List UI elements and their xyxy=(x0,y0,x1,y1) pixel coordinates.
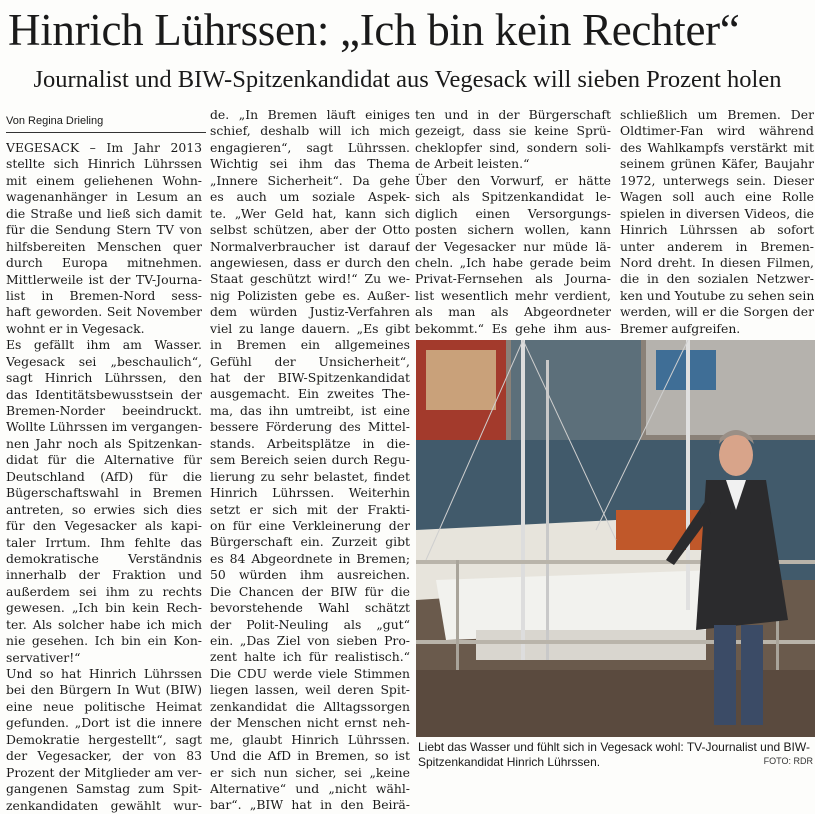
article-line: Alternative“ und „nicht wähl- xyxy=(210,780,410,796)
article-column-2 xyxy=(210,107,410,814)
article-line: demokratische Verständnis xyxy=(6,550,202,566)
article-line: haft geworden. Seit November xyxy=(6,304,202,320)
article-line: wohnt er in Vegesack. xyxy=(6,320,145,336)
article-line: bei den Bürgern In Wut (BIW) xyxy=(6,682,202,698)
article-line: werden, will er die Sorgen der xyxy=(620,304,814,320)
article-line: Vegesack sei „beschaulich“, xyxy=(6,353,202,369)
headline: Hinrich Lührssen: „Ich bin kein Rechter“ xyxy=(8,5,740,55)
article-line: er sich nun sicher, sei „keine xyxy=(210,764,410,780)
article-line: de. „In Bremen läuft einiges xyxy=(210,107,410,122)
article-line: selbst schützen, aber der Otto xyxy=(210,222,410,238)
article-line: bevorstehende Wahl schätzt xyxy=(210,600,410,616)
article-line: Bürgerschaft ein. Zurzeit gibt xyxy=(210,534,410,550)
article-line: „Innere Sicherheit“. Da gehe xyxy=(210,172,410,188)
article-line: Und so hat Hinrich Lührssen xyxy=(6,666,202,681)
article-line: der Vegesacker, der von 83 xyxy=(6,748,202,764)
article-line: ten und in der Bürgerschaft xyxy=(415,107,611,122)
article-line: 1972, unterwegs sein. Dieser xyxy=(620,172,814,188)
article-line: de Arbeit leisten.“ xyxy=(415,156,530,172)
article-column-4 xyxy=(620,107,814,337)
article-line: Und die AfD in Bremen, so ist xyxy=(210,748,410,764)
article-line: zent halte ich für realistisch.“ xyxy=(210,649,410,665)
article-line: sagt Hinrich Lührssen, den xyxy=(6,370,202,386)
article-line: Die CDU werde viele Stimmen xyxy=(210,665,410,681)
article-line: Demokratie hergestellt“, sagt xyxy=(6,731,202,747)
article-line: nen Jahr noch als Spitzenkan- xyxy=(6,435,202,451)
article-line: schief, deshalb will ich mich xyxy=(210,123,410,139)
article-line: Bremer aufgreifen. xyxy=(620,320,741,336)
article-line: 50 würden ihm ausreichen. xyxy=(210,567,410,583)
article-line: wagenanhänger in Lesum an xyxy=(6,189,202,205)
article-line: sem Bereich seien durch Regu- xyxy=(210,452,410,468)
article-line: list wesentlich mehr verdient, xyxy=(415,287,611,303)
article-line: für den Vegesacker als kapi- xyxy=(6,518,202,534)
article-line: cheklopfer sind, sondern soli- xyxy=(415,139,611,155)
article-line: ken und Youtube zu sehen sein xyxy=(620,287,814,303)
article-line: des Wahlkampfs verstärkt mit xyxy=(620,139,814,155)
article-line: seinem grünen Käfer, Baujahr xyxy=(620,156,814,172)
article-line: der Vegesacker nur müde lä- xyxy=(415,238,611,254)
article-line: der Menschen nicht ernst neh- xyxy=(210,715,410,731)
article-line: bar“. „BIW hat in den Beirä- xyxy=(210,797,410,813)
article-line: lierung zu sehr belastet, findet xyxy=(210,468,410,484)
article-line: posten sichern wollen, kann xyxy=(415,222,611,238)
article-line: schließlich um Bremen. Der xyxy=(620,107,814,122)
article-line: bekommt.“ Es gehe ihm aus- xyxy=(415,320,611,336)
article-line: das Identitätsbewusstsein der xyxy=(6,386,202,402)
article-line: nig Polizisten gebe es. Außer- xyxy=(210,287,410,303)
article-line: Deutschland (AfD) für die xyxy=(6,468,202,484)
article-line: Normalverbraucher ist darauf xyxy=(210,238,410,254)
article-line: stands. Arbeitsplätze in die- xyxy=(210,435,410,451)
article-line: Oldtimer-Fan wird während xyxy=(620,123,814,139)
photo-credit: FOTO: RDR xyxy=(763,756,813,766)
article-line: hat der BIW-Spitzenkandidat xyxy=(210,370,410,385)
byline: Von Regina Drieling xyxy=(6,114,206,133)
article-line: Prozent der Mitglieder am ver- xyxy=(6,764,202,780)
article-line: VEGESACK – Im Jahr 2013 xyxy=(6,140,202,155)
article-line: Es gefällt ihm am Wasser. xyxy=(6,337,202,353)
article-line: in Bremen ein allgemeines xyxy=(210,337,410,353)
article-line: setzt er sich mit der Frakti- xyxy=(210,501,410,517)
article-line: Staat geschützt wird!“ Zu we- xyxy=(210,271,410,287)
article-line: Mittlerweile ist der TV-Journa- xyxy=(6,271,202,287)
article-line: list in Bremen-Nord sess- xyxy=(6,287,202,303)
article-line: servativer!“ xyxy=(6,649,81,665)
article-line: te. „Wer Geld hat, kann sich xyxy=(210,205,410,221)
article-line: Nord dreht. In diesen Filmen, xyxy=(620,254,814,270)
article-line: es 84 Abgeordnete in Bremen; xyxy=(210,550,410,566)
article-line: bessere Förderung des Mittel- xyxy=(210,419,410,435)
article-line: cheln. „Ich habe gerade beim xyxy=(415,254,611,270)
article-line: gezeigt, dass sie keine Sprü- xyxy=(415,123,611,139)
article-line: didat für die Alternative für xyxy=(6,452,202,468)
article-line: viel zu lange dauern. „Es gibt xyxy=(210,320,410,336)
article-line: Wagen soll auch eine Rolle xyxy=(620,189,814,205)
article-line: als man als Abgeordneter xyxy=(415,304,611,320)
article-line: hilfsbereiten Menschen quer xyxy=(6,238,202,254)
article-line: Hinrich Lührssen. Weiterhin xyxy=(210,485,410,501)
article-line: eine neue politische Heimat xyxy=(6,698,202,714)
article-line: Über den Vorwurf, er hätte xyxy=(415,172,611,188)
article-line: für die Sendung Stern TV von xyxy=(6,222,202,238)
article-line: gangenen Samstag zum Spit- xyxy=(6,781,202,797)
article-line: außerdem sei ihm zu rechts xyxy=(6,583,202,599)
subheadline: Journalist und BIW-Spitzenkandidat aus Vegesack will sieben Prozent holen xyxy=(33,66,782,93)
article-line: Gefühl der Unsicherheit“, xyxy=(210,353,410,369)
article-line: ter. Als solcher habe ich mich xyxy=(6,616,202,632)
article-line: die Straße und ließ sich damit xyxy=(6,205,202,221)
article-line: gefunden. „Dort ist die innere xyxy=(6,715,202,731)
article-line: on für eine Verkleinerung der xyxy=(210,517,410,533)
article-line: diglich einen Versorgungs- xyxy=(415,205,611,221)
article-line: Die Chancen der BIW für die xyxy=(210,583,410,599)
article-line: mit einem geliehenen Wohn- xyxy=(6,172,202,188)
article-photo xyxy=(416,340,815,737)
article-line: ein. „Das Ziel von sieben Pro- xyxy=(210,633,410,648)
article-column-1 xyxy=(6,140,202,814)
article-line: liegen lassen, weil deren Spit- xyxy=(210,682,410,698)
article-line: taler Irrtum. Ihm fehlte das xyxy=(6,534,202,550)
article-line: Bügerschaftswahl in Bremen xyxy=(6,485,202,501)
article-line: der Polit-Neuling als „gut“ xyxy=(210,616,410,632)
article-line: zenkandidaten gewählt wur- xyxy=(6,797,202,813)
article-line: Wollte Lührssen im vergangen- xyxy=(6,419,202,435)
article-line: spielen in diversen Videos, die xyxy=(620,205,814,221)
article-line: ma, das ihn umtreibt, ist eine xyxy=(210,402,410,418)
article-line: innerhalb der Fraktion und xyxy=(6,567,202,583)
article-line: stellte sich Hinrich Lührssen xyxy=(6,156,202,172)
article-column-3 xyxy=(415,107,611,337)
article-line: unter anderem in Bremen- xyxy=(620,238,814,254)
article-line: dem würden Justiz-Verfahren xyxy=(210,304,410,320)
article-line: ausgemacht. Ein zweites The- xyxy=(210,386,410,402)
article-line: engagieren“, sagt Lührssen. xyxy=(210,139,410,155)
article-line: Wichtig sei ihm das Thema xyxy=(210,156,410,172)
article-line: durch Europa mitnehmen. xyxy=(6,255,202,271)
article-line: antreten, so erwies sich dies xyxy=(6,501,202,517)
article-line: gewesen. „Ich bin kein Rech- xyxy=(6,600,202,616)
article-line: Bremen-Norder beeindruckt. xyxy=(6,403,202,418)
article-line: nie gesehen. Ich bin ein Kon- xyxy=(6,633,202,649)
article-line: Hinrich Lührssen ab sofort xyxy=(620,222,814,238)
article-line: die in den sozialen Netzwer- xyxy=(620,271,814,287)
article-line: sich als Spitzenkandidat le- xyxy=(415,189,611,205)
article-line: me, glaubt Hinrich Lührssen. xyxy=(210,731,410,747)
article-line: zenkandidat die Alltagssorgen xyxy=(210,698,410,714)
photo-caption: Liebt das Wasser und fühlt sich in Vegesack wohl: TV-Journalist und BIW-Spitzenkandidat Hinrich Lührssen. xyxy=(418,740,810,769)
article-line: es auch um soziale Aspek- xyxy=(210,189,410,205)
article-line: Privat-Fernsehen als Journa- xyxy=(415,271,611,287)
article-line: angewiesen, dass er durch den xyxy=(210,254,410,270)
